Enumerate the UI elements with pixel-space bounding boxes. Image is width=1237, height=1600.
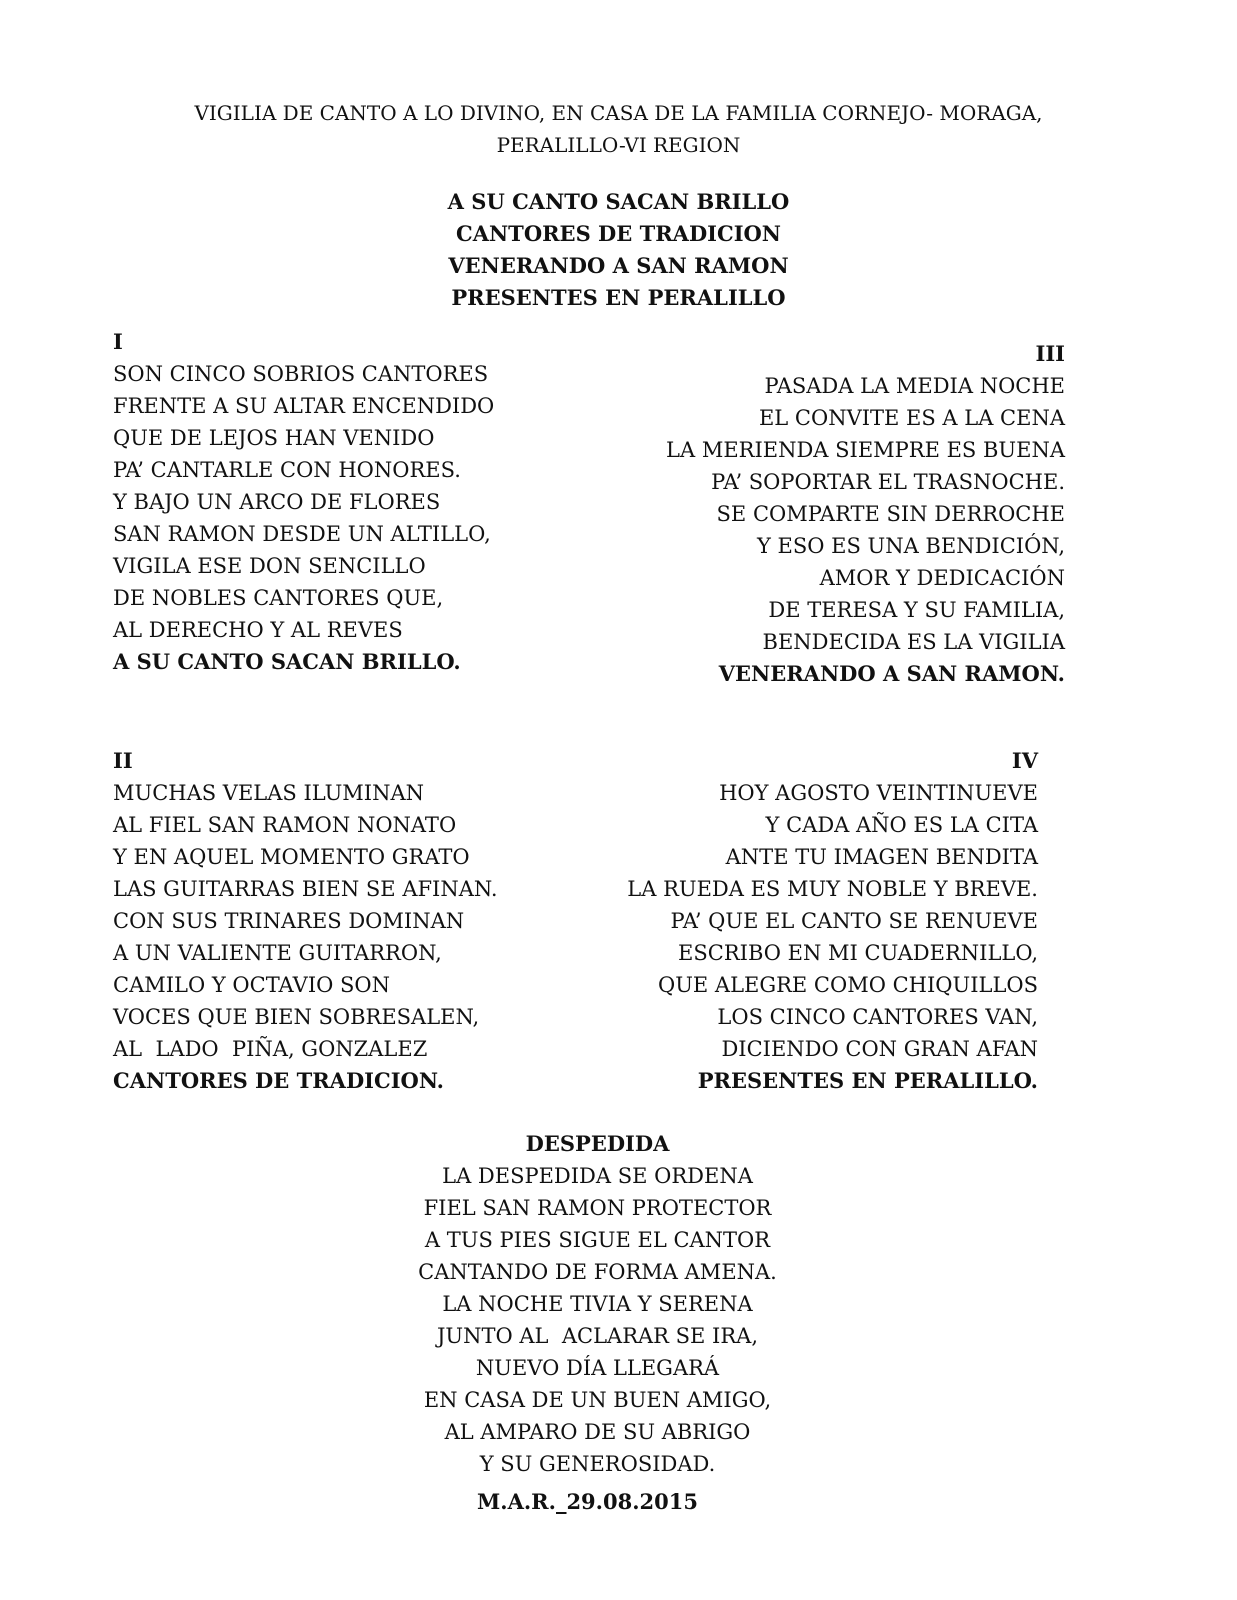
despedida-line: LA DESPEDIDA SE ORDENA (442, 1164, 753, 1188)
despedida-line: JUNTO AL ACLARAR SE IRA, (437, 1324, 758, 1348)
stanza-line: Y ESO ES UNA BENDICIÓN, (756, 534, 1065, 558)
despedida-line: A TUS PIES SIGUE EL CANTOR (424, 1228, 771, 1252)
stanza-closing-line: PRESENTES EN PERALILLO. (697, 1068, 1038, 1093)
stanza-line: CON SUS TRINARES DOMINAN (113, 909, 465, 933)
stanza-line: PASADA LA MEDIA NOCHE (764, 374, 1065, 398)
stanza-line: AL FIEL SAN RAMON NONATO (113, 813, 457, 837)
stanza-iii (666, 338, 1065, 690)
stanza-line: SE COMPARTE SIN DERROCHE (716, 502, 1065, 526)
despedida-line: NUEVO DÍA LLEGARÁ (475, 1356, 720, 1380)
stanza-line: EL CONVITE ES A LA CENA (758, 406, 1065, 430)
stanza-line: Y EN AQUEL MOMENTO GRATO (113, 845, 470, 869)
stanza-line: AL LADO PIÑA, GONZALEZ (113, 1037, 428, 1061)
stanza-line: BENDECIDA ES LA VIGILIA (762, 630, 1065, 654)
despedida-line: EN CASA DE UN BUEN AMIGO, (423, 1388, 772, 1412)
stanza-line: CAMILO Y OCTAVIO SON (113, 973, 390, 997)
stanza-numeral: I (113, 329, 123, 354)
refrain-line: A SU CANTO SACAN BRILLO (447, 189, 790, 214)
stanza-line: Y CADA AÑO ES LA CITA (765, 813, 1038, 837)
stanza-line: ESCRIBO EN MI CUADERNILLO, (678, 941, 1038, 965)
stanza-line: PA’ SOPORTAR EL TRASNOCHE. (711, 470, 1065, 494)
stanza-line: SON CINCO SOBRIOS CANTORES (113, 362, 489, 386)
stanza-line: LA RUEDA ES MUY NOBLE Y BREVE. (627, 877, 1038, 901)
header-line: VIGILIA DE CANTO A LO DIVINO, EN CASA DE LA FAMILIA CORNEJO- MORAGA, (194, 101, 1043, 125)
stanza-line: VIGILA ESE DON SENCILLO (113, 554, 426, 578)
stanza-line: Y BAJO UN ARCO DE FLORES (113, 490, 441, 514)
stanza-numeral: II (113, 748, 133, 773)
stanza-line: VOCES QUE BIEN SOBRESALEN, (113, 1005, 480, 1029)
refrain-line: CANTORES DE TRADICION (455, 221, 782, 246)
stanza-closing-line: A SU CANTO SACAN BRILLO. (113, 649, 461, 674)
refrain-line: VENERANDO A SAN RAMON (448, 253, 789, 278)
stanza-line: ANTE TU IMAGEN BENDITA (725, 845, 1038, 869)
stanza-line: AL DERECHO Y AL REVES (113, 618, 403, 642)
signature-block (0, 1486, 1175, 1518)
despedida-title: DESPEDIDA (525, 1131, 670, 1156)
stanza-line: A UN VALIENTE GUITARRON, (113, 941, 442, 965)
despedida-block (0, 1128, 1195, 1480)
stanza-line: LOS CINCO CANTORES VAN, (717, 1005, 1038, 1029)
despedida-line: CANTANDO DE FORMA AMENA. (418, 1260, 777, 1284)
despedida-line: LA NOCHE TIVIA Y SERENA (442, 1292, 753, 1316)
stanza-closing-line: CANTORES DE TRADICION. (113, 1068, 444, 1093)
stanza-line: QUE ALEGRE COMO CHIQUILLOS (657, 973, 1038, 997)
stanza-line: LAS GUITARRAS BIEN SE AFINAN. (113, 877, 498, 901)
refrain-line: PRESENTES EN PERALILLO (451, 285, 786, 310)
stanza-line: MUCHAS VELAS ILUMINAN (113, 781, 424, 805)
stanza-line: LA MERIENDA SIEMPRE ES BUENA (666, 438, 1065, 462)
stanza-line: PA’ CANTARLE CON HONORES. (113, 458, 461, 482)
header-line: PERALILLO-VI REGION (496, 133, 741, 157)
stanza-line: DICIENDO CON GRAN AFAN (721, 1037, 1038, 1061)
stanza-i (113, 326, 494, 678)
stanza-line: FRENTE A SU ALTAR ENCENDIDO (113, 394, 495, 418)
stanza-line: DE NOBLES CANTORES QUE, (113, 586, 444, 610)
stanza-numeral: III (1035, 341, 1065, 366)
document-header (0, 97, 1237, 161)
signature-date: M.A.R._29.08.2015 (477, 1489, 698, 1514)
stanza-closing-line: VENERANDO A SAN RAMON. (718, 661, 1065, 686)
stanza-line: SAN RAMON DESDE UN ALTILLO, (113, 522, 491, 546)
stanza-ii (113, 745, 498, 1097)
despedida-line: AL AMPARO DE SU ABRIGO (444, 1420, 751, 1444)
despedida-line: Y SU GENEROSIDAD. (479, 1452, 716, 1476)
stanza-line: PA’ QUE EL CANTO SE RENUEVE (670, 909, 1038, 933)
despedida-line: FIEL SAN RAMON PROTECTOR (423, 1196, 772, 1220)
stanza-line: AMOR Y DEDICACIÓN (819, 566, 1065, 590)
stanza-line: QUE DE LEJOS HAN VENIDO (113, 426, 435, 450)
stanza-line: HOY AGOSTO VEINTINUEVE (719, 781, 1038, 805)
refrain-block (0, 186, 1237, 314)
stanza-line: DE TERESA Y SU FAMILIA, (768, 598, 1065, 622)
stanza-numeral: IV (1011, 748, 1038, 773)
stanza-iv (627, 745, 1038, 1097)
